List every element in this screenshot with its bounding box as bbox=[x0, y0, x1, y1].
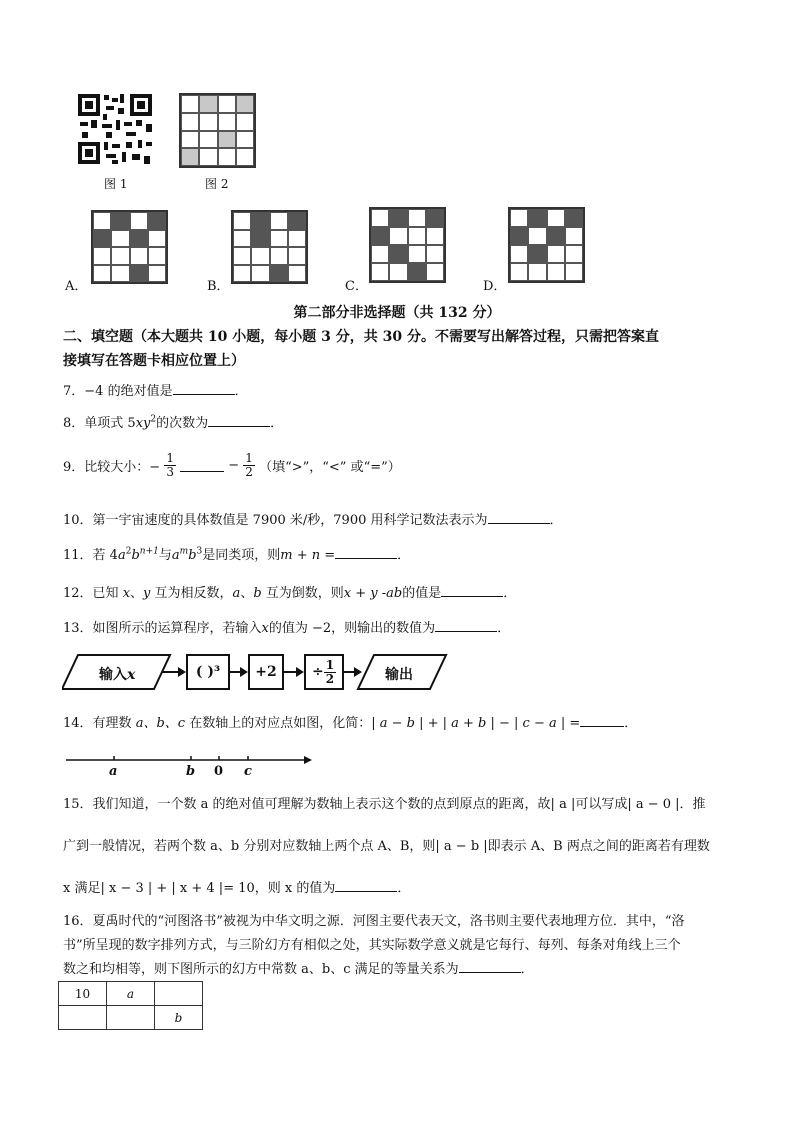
answer-blank[interactable] bbox=[208, 414, 270, 427]
shaded-cell bbox=[148, 212, 166, 230]
empty-cell bbox=[408, 227, 426, 245]
empty-cell bbox=[181, 131, 199, 149]
shaded-cell bbox=[199, 95, 217, 113]
question-16-line2: 书”所呈现的数字排列方式，与三阶幻方有相似之处，其实际数学意义就是它每行、每列、每条对角线上三个 bbox=[63, 938, 681, 953]
shaded-cell bbox=[236, 95, 254, 113]
empty-cell bbox=[288, 247, 306, 265]
part2-title: 第二部分非选择题（共 132 分） bbox=[293, 305, 501, 321]
question-15-line1: 15．我们知道，一个数 a 的绝对值可理解为数轴上表示这个数的点到原点的距离，故| a |可以写成| a − 0 |．推 bbox=[63, 797, 706, 812]
shaded-cell bbox=[251, 230, 269, 248]
empty-cell bbox=[528, 227, 546, 245]
empty-cell bbox=[111, 247, 129, 265]
shaded-cell bbox=[270, 265, 288, 283]
empty-cell bbox=[288, 230, 306, 248]
empty-cell bbox=[148, 247, 166, 265]
option-b-grid[interactable] bbox=[231, 210, 308, 284]
empty-cell bbox=[270, 212, 288, 230]
answer-blank[interactable] bbox=[173, 382, 235, 395]
point-c-label: c bbox=[244, 764, 252, 779]
empty-cell bbox=[408, 245, 426, 263]
flow-input: 输入x bbox=[99, 667, 136, 683]
question-13: 13．如图所示的运算程序，若输入x的值为 −2，则输出的数值为 ． bbox=[63, 621, 511, 636]
section2-heading: 二、填空题（本大题共 10 小题，每小题 3 分，共 30 分。不需要写出解答过程，只需把答案直 bbox=[63, 329, 659, 345]
origin-label: 0 bbox=[214, 764, 224, 779]
empty-cell bbox=[371, 209, 389, 227]
magic-cell: 10 bbox=[59, 982, 107, 1006]
empty-cell bbox=[565, 263, 583, 281]
empty-cell bbox=[218, 95, 236, 113]
point-a-label: a bbox=[109, 764, 118, 779]
empty-cell bbox=[270, 230, 288, 248]
empty-cell bbox=[528, 263, 546, 281]
empty-cell bbox=[199, 131, 217, 149]
option-b-label[interactable]: B． bbox=[207, 279, 230, 294]
question-12: 12．已知 x、y 互为相反数，a、b 互为倒数，则x + y -ab的值是 ． bbox=[63, 586, 517, 601]
shaded-cell bbox=[547, 227, 565, 245]
option-d-grid[interactable] bbox=[508, 207, 585, 283]
empty-cell bbox=[426, 245, 444, 263]
table-row bbox=[59, 1006, 203, 1030]
empty-cell bbox=[371, 245, 389, 263]
empty-cell bbox=[199, 148, 217, 166]
magic-cell bbox=[155, 982, 203, 1006]
empty-cell bbox=[130, 212, 148, 230]
empty-cell bbox=[236, 148, 254, 166]
answer-blank[interactable] bbox=[441, 584, 503, 597]
magic-square-table bbox=[58, 981, 203, 1030]
empty-cell bbox=[288, 265, 306, 283]
empty-cell bbox=[93, 212, 111, 230]
shaded-cell bbox=[565, 209, 583, 227]
answer-blank[interactable] bbox=[335, 546, 397, 559]
option-a-grid[interactable] bbox=[91, 210, 168, 284]
empty-cell bbox=[547, 209, 565, 227]
flow-cube-box: ( )³ bbox=[186, 654, 230, 690]
empty-cell bbox=[408, 209, 426, 227]
empty-cell bbox=[389, 227, 407, 245]
empty-cell bbox=[181, 95, 199, 113]
shaded-cell bbox=[130, 265, 148, 283]
empty-cell bbox=[510, 245, 528, 263]
qr-code-image bbox=[76, 92, 154, 166]
magic-cell: b bbox=[155, 1006, 203, 1030]
question-10: 10．第一宇宙速度的具体数值是 7900 米/秒，7900 用科学记数法表示为 ． bbox=[63, 513, 563, 528]
answer-blank[interactable] bbox=[180, 459, 224, 472]
shaded-cell bbox=[181, 148, 199, 166]
option-c-grid[interactable] bbox=[369, 207, 446, 283]
section2-heading-cont: 接填写在答题卡相应位置上） bbox=[63, 353, 245, 369]
empty-cell bbox=[233, 230, 251, 248]
shaded-cell bbox=[218, 131, 236, 149]
empty-cell bbox=[233, 212, 251, 230]
magic-cell bbox=[107, 1006, 155, 1030]
empty-cell bbox=[233, 247, 251, 265]
shaded-cell bbox=[130, 230, 148, 248]
option-d-label[interactable]: D． bbox=[483, 279, 507, 294]
empty-cell bbox=[426, 227, 444, 245]
option-c-label[interactable]: C． bbox=[345, 279, 368, 294]
empty-cell bbox=[148, 265, 166, 283]
empty-cell bbox=[111, 265, 129, 283]
figure1-caption: 图 1 bbox=[104, 177, 128, 191]
empty-cell bbox=[389, 263, 407, 281]
answer-blank[interactable] bbox=[435, 619, 497, 632]
option-a-label[interactable]: A． bbox=[65, 279, 88, 294]
empty-cell bbox=[236, 131, 254, 149]
empty-cell bbox=[233, 265, 251, 283]
empty-cell bbox=[93, 247, 111, 265]
empty-cell bbox=[93, 265, 111, 283]
question-9: 9．比较大小：− $\frac{1}{3}$ − $\frac{1}{2}$ （填“>”，“<” 或“=”） bbox=[63, 451, 401, 479]
empty-cell bbox=[547, 245, 565, 263]
answer-blank[interactable] bbox=[488, 511, 550, 524]
empty-cell bbox=[236, 113, 254, 131]
empty-cell bbox=[111, 230, 129, 248]
figure2-caption: 图 2 bbox=[205, 177, 229, 191]
shaded-cell bbox=[510, 227, 528, 245]
answer-blank[interactable] bbox=[580, 714, 624, 727]
empty-cell bbox=[270, 247, 288, 265]
question-16-line3: 数之和均相等，则下图所示的幻方中常数 a、b、c 满足的等量关系为 ． bbox=[63, 962, 534, 977]
empty-cell bbox=[510, 209, 528, 227]
empty-cell bbox=[565, 245, 583, 263]
shaded-cell bbox=[371, 227, 389, 245]
answer-blank[interactable] bbox=[335, 879, 397, 892]
flow-divide-box: ÷ $\frac{1}{2}$ bbox=[304, 654, 344, 690]
fraction-one-half: $\frac{1}{2}$ bbox=[245, 451, 253, 479]
question-15-line2: 广到一般情况，若两个数 a、b 分别对应数轴上两个点 A、B，则| a − b |即表示 A、B 两点之间的距离若有理数 bbox=[63, 839, 710, 854]
question-15-line3: x 满足| x − 3 | + | x + 4 |= 10，则 x 的值为 ． bbox=[63, 881, 411, 896]
question-11: 11．若 $4a^2b^{n+1}$与$a^mb^3$是同类项，则m + n = ． bbox=[63, 546, 411, 563]
point-b-label: b bbox=[186, 764, 196, 779]
shaded-cell bbox=[288, 212, 306, 230]
question-14: 14．有理数 a、b、c 在数轴上的对应点如图，化简：| a − b | + | a + b | − | c − a | = ． bbox=[63, 716, 638, 731]
empty-cell bbox=[510, 263, 528, 281]
shaded-cell bbox=[389, 209, 407, 227]
question-16-line1: 16．夏禹时代的“河图洛书”被视为中华文明之源．河图主要代表天文，洛书则主要代表地理方位．其中，“洛 bbox=[63, 914, 685, 929]
fraction-one-third: $\frac{1}{3}$ bbox=[166, 451, 174, 479]
empty-cell bbox=[565, 227, 583, 245]
empty-cell bbox=[218, 148, 236, 166]
empty-cell bbox=[426, 263, 444, 281]
shaded-cell bbox=[93, 230, 111, 248]
table-row bbox=[59, 982, 203, 1006]
question-7: 7．−4 的绝对值是 ． bbox=[63, 384, 248, 399]
empty-cell bbox=[251, 265, 269, 283]
empty-cell bbox=[148, 230, 166, 248]
shaded-cell bbox=[111, 212, 129, 230]
magic-cell: a bbox=[107, 982, 155, 1006]
shaded-cell bbox=[408, 263, 426, 281]
empty-cell bbox=[130, 247, 148, 265]
shaded-cell bbox=[528, 209, 546, 227]
question-8: 8．单项式 $5xy^2$的次数为 ． bbox=[63, 414, 284, 431]
empty-cell bbox=[251, 247, 269, 265]
empty-cell bbox=[181, 113, 199, 131]
shaded-cell bbox=[389, 245, 407, 263]
empty-cell bbox=[547, 263, 565, 281]
figure2-grid bbox=[179, 93, 256, 168]
flow-plus-box: +2 bbox=[248, 654, 284, 690]
shaded-cell bbox=[528, 245, 546, 263]
empty-cell bbox=[199, 113, 217, 131]
empty-cell bbox=[218, 113, 236, 131]
shaded-cell bbox=[251, 212, 269, 230]
magic-cell bbox=[59, 1006, 107, 1030]
shaded-cell bbox=[426, 209, 444, 227]
empty-cell bbox=[371, 263, 389, 281]
flow-output: 输出 bbox=[385, 667, 413, 683]
answer-blank[interactable] bbox=[459, 960, 521, 973]
